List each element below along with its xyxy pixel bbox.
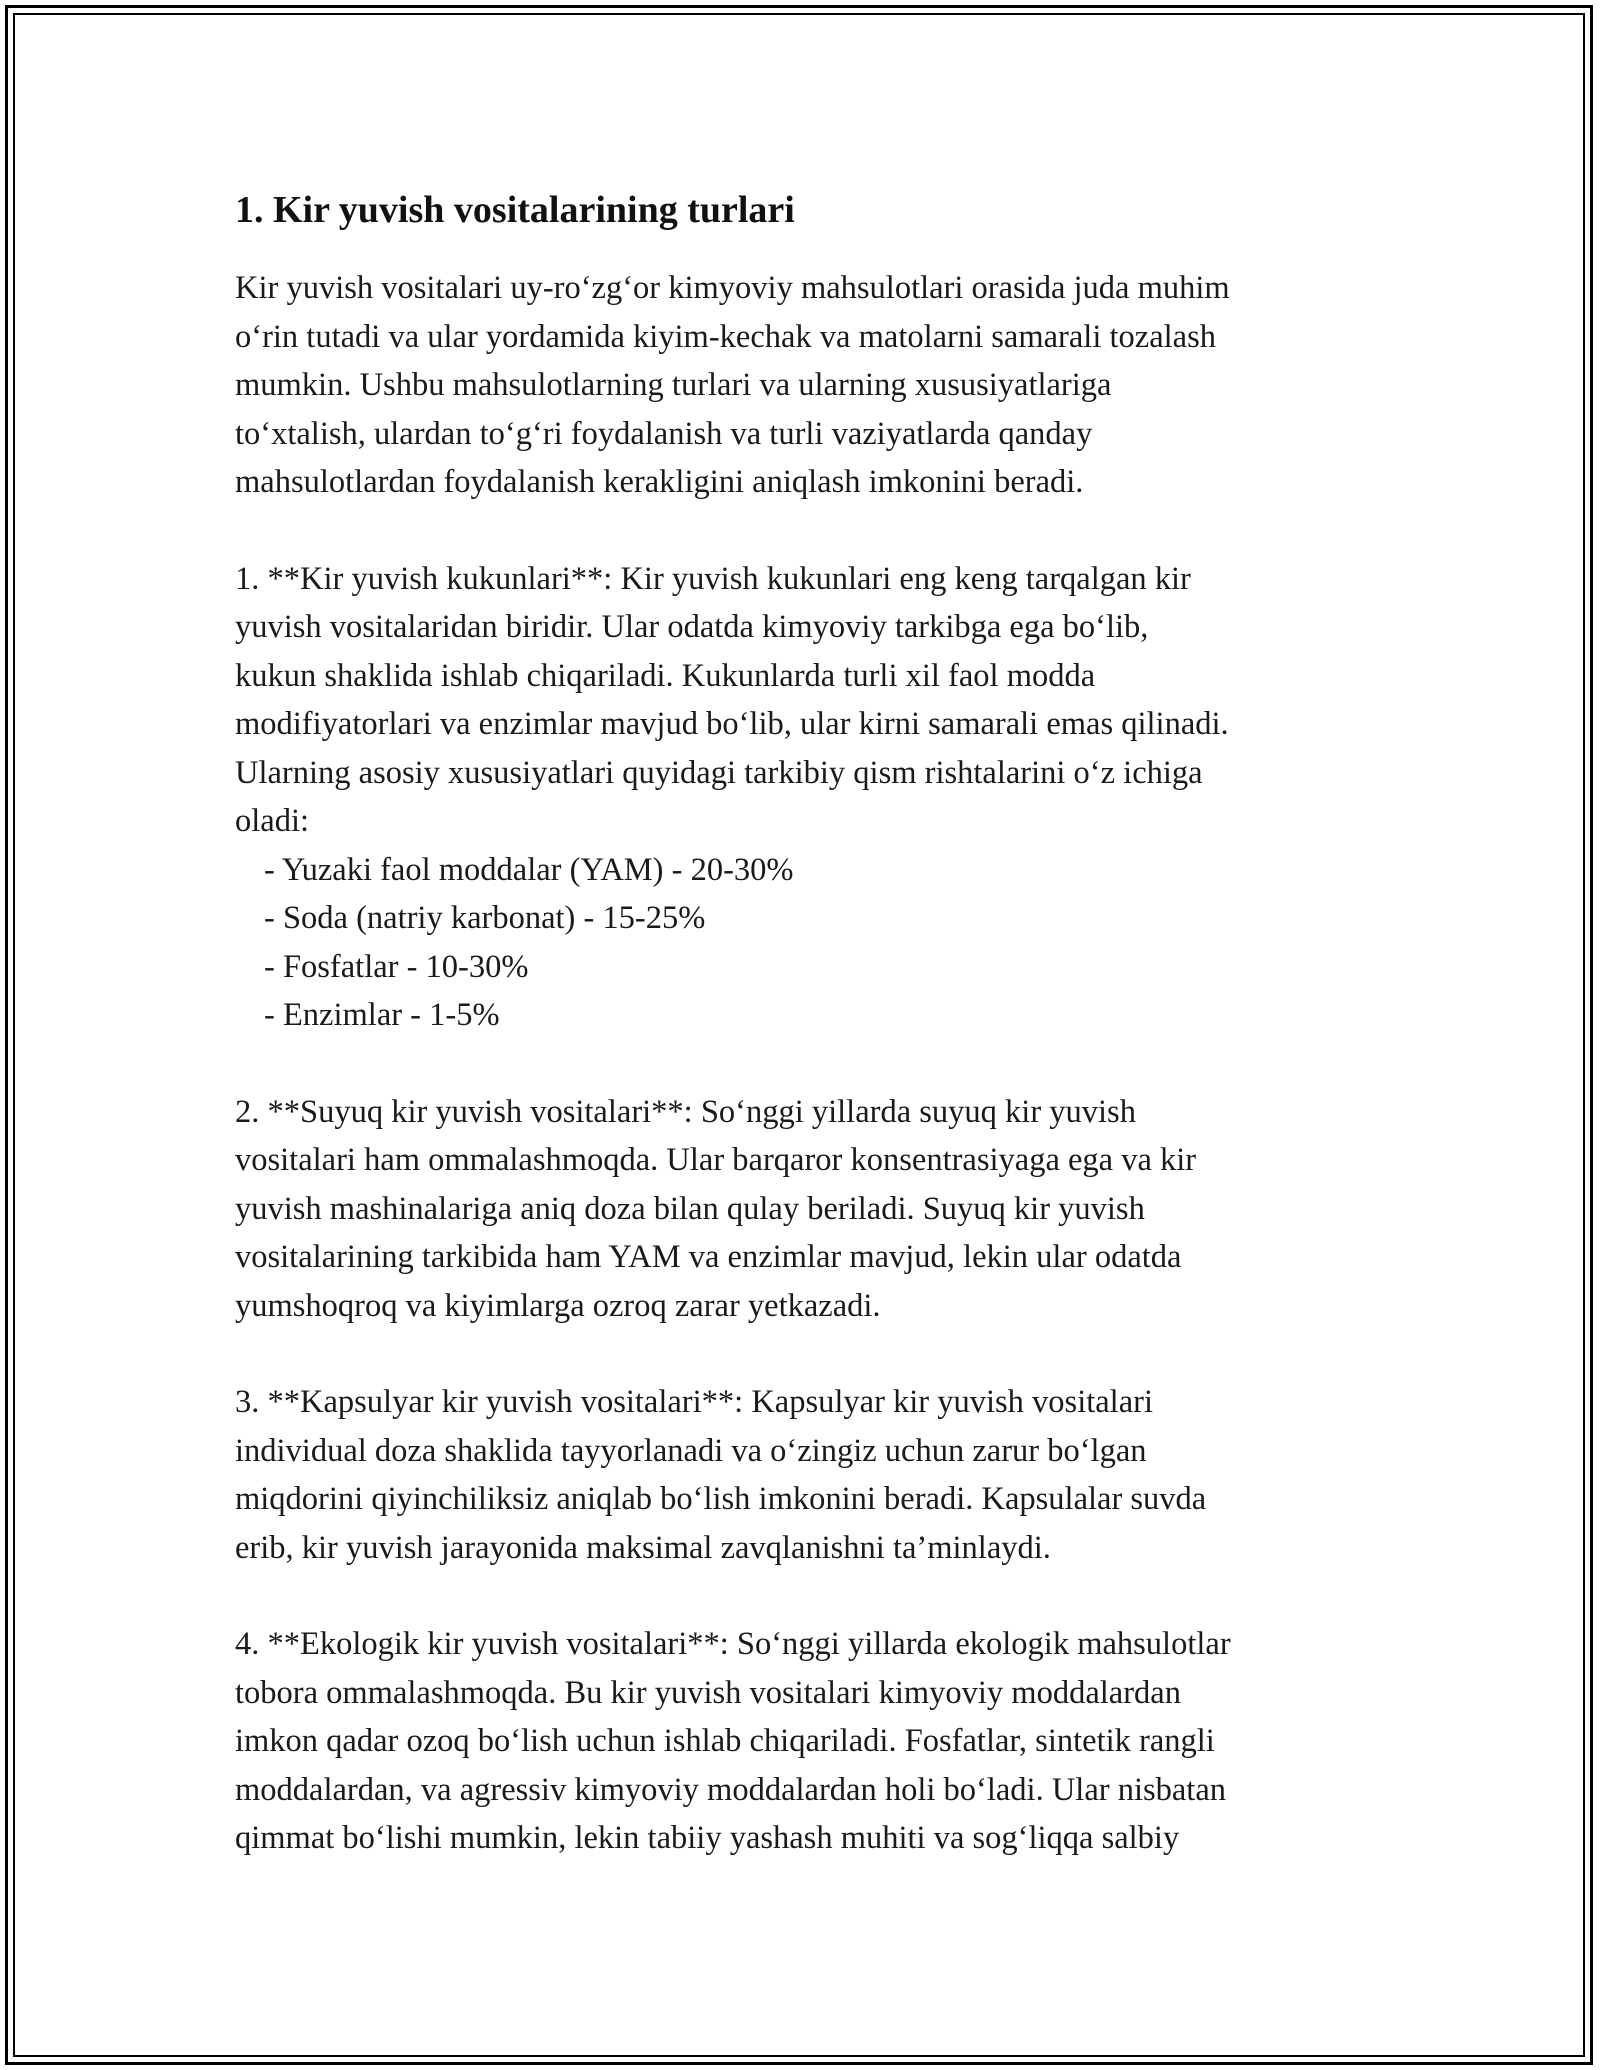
powders-paragraph: 1. **Kir yuvish kukunlari**: Kir yuvish kukunlari eng keng tarqalgan kir yuvish vositalaridan biridir. Ular odatda kimyoviy tarkibga ega bo‘lib, kukun shaklida ishlab chiqariladi. Kukunlarda turli xil faol modda modifiyatorlari va enzimlar mavjud bo‘lib, ular kirni samarali emas qilinadi. Ularning asosiy xususiyatlari quyidagi tarkibiy qism rishtalarini o‘z ichiga oladi: — [235, 560, 1229, 839]
section-heading: 1. Kir yuvish vositalarining turlari — [235, 189, 795, 231]
paragraph-gap — [235, 1572, 1375, 1620]
composition-list-item: - Soda (natriy karbonat) - 15-25% — [264, 900, 706, 936]
intro-paragraph: Kir yuvish vositalari uy-ro‘zg‘or kimyoviy mahsulotlari orasida juda muhim o‘rin tutadi va ular yordamida kiyim-kechak va matolarni samarali tozalash mumkin. Ushbu mahsulotlarning turlari va ularning xususiyatlariga to‘xtalish, ulardan to‘g‘ri foydalanish va turli vaziyatlarda qanday mahsulotlardan foydalanish kerakligini aniqlash imkonini beradi. — [235, 270, 1230, 500]
document-body — [235, 186, 1375, 1863]
composition-list-item: - Fosfatlar - 10-30% — [264, 948, 529, 985]
paragraph-gap — [235, 1330, 1375, 1378]
capsules-paragraph: 3. **Kapsulyar kir yuvish vositalari**: Kapsulyar kir yuvish vositalari individual doza shaklida tayyorlanadi va o‘zingiz uchun zarur bo‘lgan miqdorini qiyinchiliksiz aniqlab bo‘lish imkonini beradi. Kapsulalar suvda erib, kir yuvish jarayonida maksimal zavqlanishni ta’minlaydi. — [235, 1384, 1207, 1566]
paragraph-gap — [235, 1040, 1375, 1088]
paragraph-gap — [235, 507, 1375, 555]
liquids-paragraph: 2. **Suyuq kir yuvish vositalari**: So‘nggi yillarda suyuq kir yuvish vositalari ham ommalashmoqda. Ular barqaror konsentrasiyaga ega va kir yuvish mashinalariga aniq doza bilan qulay beriladi. Suyuq kir yuvish vositalarining tarkibida ham YAM va enzimlar mavjud, lekin ular odatda yumshoqroq va kiyimlarga ozroq zarar yetkazadi. — [235, 1093, 1197, 1324]
composition-list-item: - Enzimlar - 1-5% — [264, 997, 500, 1033]
ecological-paragraph: 4. **Ekologik kir yuvish vositalari**: So‘nggi yillarda ekologik mahsulotlar tobora ommalashmoqda. Bu kir yuvish vositalari kimyoviy moddalardan imkon qadar ozoq bo‘lish uchun ishlab chiqariladi. Fosfatlar, sintetik rangli moddalardan, va agressiv kimyoviy moddalardan holi bo‘ladi. Ular nisbatan qimmat bo‘lishi mumkin, lekin tabiiy yashash muhiti va sog‘liqqa salbiy — [235, 1626, 1231, 1856]
composition-list-item: - Yuzaki faol moddalar (YAM) - 20-30% — [264, 851, 794, 888]
